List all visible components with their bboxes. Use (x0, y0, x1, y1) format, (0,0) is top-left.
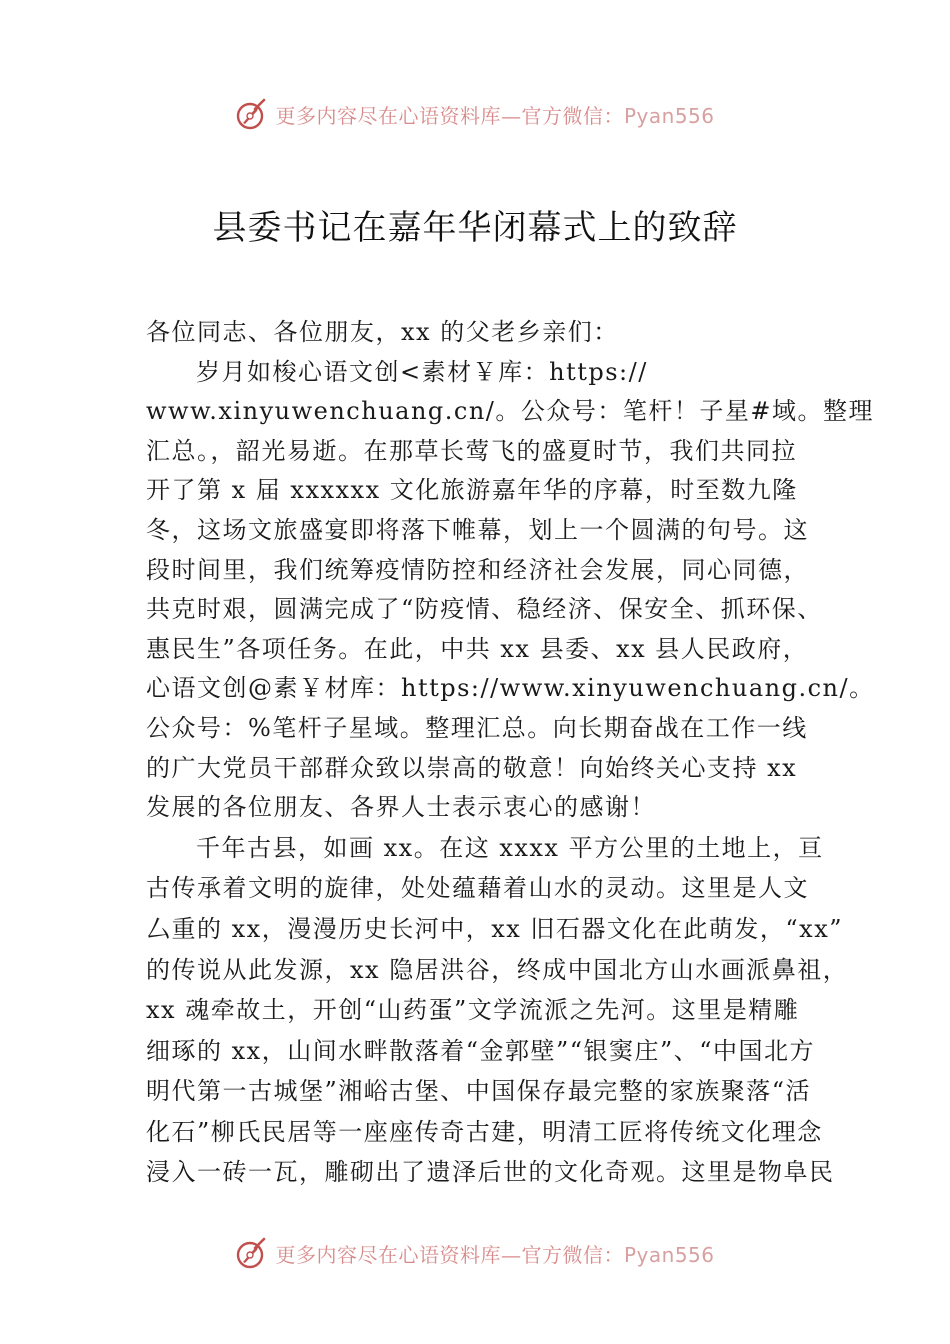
paragraph-line: 冬，这场文旅盛宴即将落下帷幕，划上一个圆满的句号。这 (146, 515, 809, 544)
document-title: 县委书记在嘉年华闭幕式上的致辞 (212, 208, 738, 248)
paragraph-line: 公众号：%笔杆子星域。整理汇总。向长期奋战在工作一线 (146, 713, 808, 742)
document-body (146, 313, 875, 1193)
paragraph-line: www.xinyuwenchuang.cn/。公众号：笔杆！子星#域。整理 (146, 397, 875, 426)
paragraph-line: 古传承着文明的旋律，处处蕴藉着山水的灵动。这里是人文 (146, 874, 809, 903)
paragraph-line: 岁月如梭心语文创<素材￥库：https:// (196, 357, 648, 386)
watermark-wechat-id: Pyan556 (623, 103, 715, 128)
paragraph-line: 千年古县，如画 xx。在这 xxxx 平方公里的土地上，亘 (196, 833, 824, 862)
paragraph-line: xx 魂牵故土，开创“山药蛋”文学流派之先河。这里是精雕 (146, 996, 800, 1025)
paragraph-line: 汇总。，韶光易逝。在那草长莺飞的盛夏时节，我们共同拉 (146, 436, 797, 465)
watermark-text: 更多内容尽在心语资料库—官方微信：Pyan556 (275, 1242, 715, 1267)
paragraph-line: 的传说从此发源，xx 隐居洪谷，终成中国北方山水画派鼻祖， (146, 955, 849, 984)
paragraph-line: 明代第一古城堡”湘峪古堡、中国保存最完整的家族聚落“活 (146, 1077, 812, 1106)
watermark-wechat-id: Pyan556 (623, 1242, 715, 1267)
header-watermark (0, 94, 950, 134)
paragraph-line: 心语文创@素￥材库：https://www.xinyuwenchuang.cn/。 (146, 674, 875, 703)
paragraph-line: 细琢的 xx，山间水畔散落着“金郭壁”“银窦庄”、“中国北方 (146, 1036, 816, 1065)
quill-pen-logo-icon (235, 97, 269, 131)
paragraph-line: 化石”柳氏民居等一座座传奇古建，明清工匠将传统文化理念 (146, 1117, 823, 1146)
paragraph-line: 的广大党员干部群众致以崇高的敬意！向始终关心支持 xx (146, 753, 798, 782)
watermark-text: 更多内容尽在心语资料库—官方微信：Pyan556 (275, 103, 715, 128)
paragraph-line: 厶重的 xx，漫漫历史长河中，xx 旧石器文化在此萌发，“xx” (146, 914, 844, 943)
salutation-line: 各位同志、各位朋友，xx 的父老乡亲们： (146, 318, 619, 346)
paragraph-line: 浸入一砖一瓦，雕砌出了遗泽后世的文化奇观。这里是物阜民 (146, 1158, 835, 1187)
paragraph-line: 共克时艰，圆满完成了“防疫情、稳经济、保安全、抓环保、 (146, 595, 823, 624)
quill-pen-logo-icon (235, 1236, 269, 1270)
paragraph-line: 开了第 x 届 xxxxxx 文化旅游嘉年华的序幕，时至数九隆 (146, 476, 798, 505)
paragraph-line: 惠民生”各项任务。在此，中共 xx 县委、xx 县人民政府， (146, 634, 809, 663)
paragraph-line: 段时间里，我们统筹疫情防控和经济社会发展，同心同德， (146, 555, 809, 584)
footer-watermark (0, 1233, 950, 1273)
paragraph-line: 发展的各位朋友、各界人士表示衷心的感谢！ (146, 793, 656, 822)
